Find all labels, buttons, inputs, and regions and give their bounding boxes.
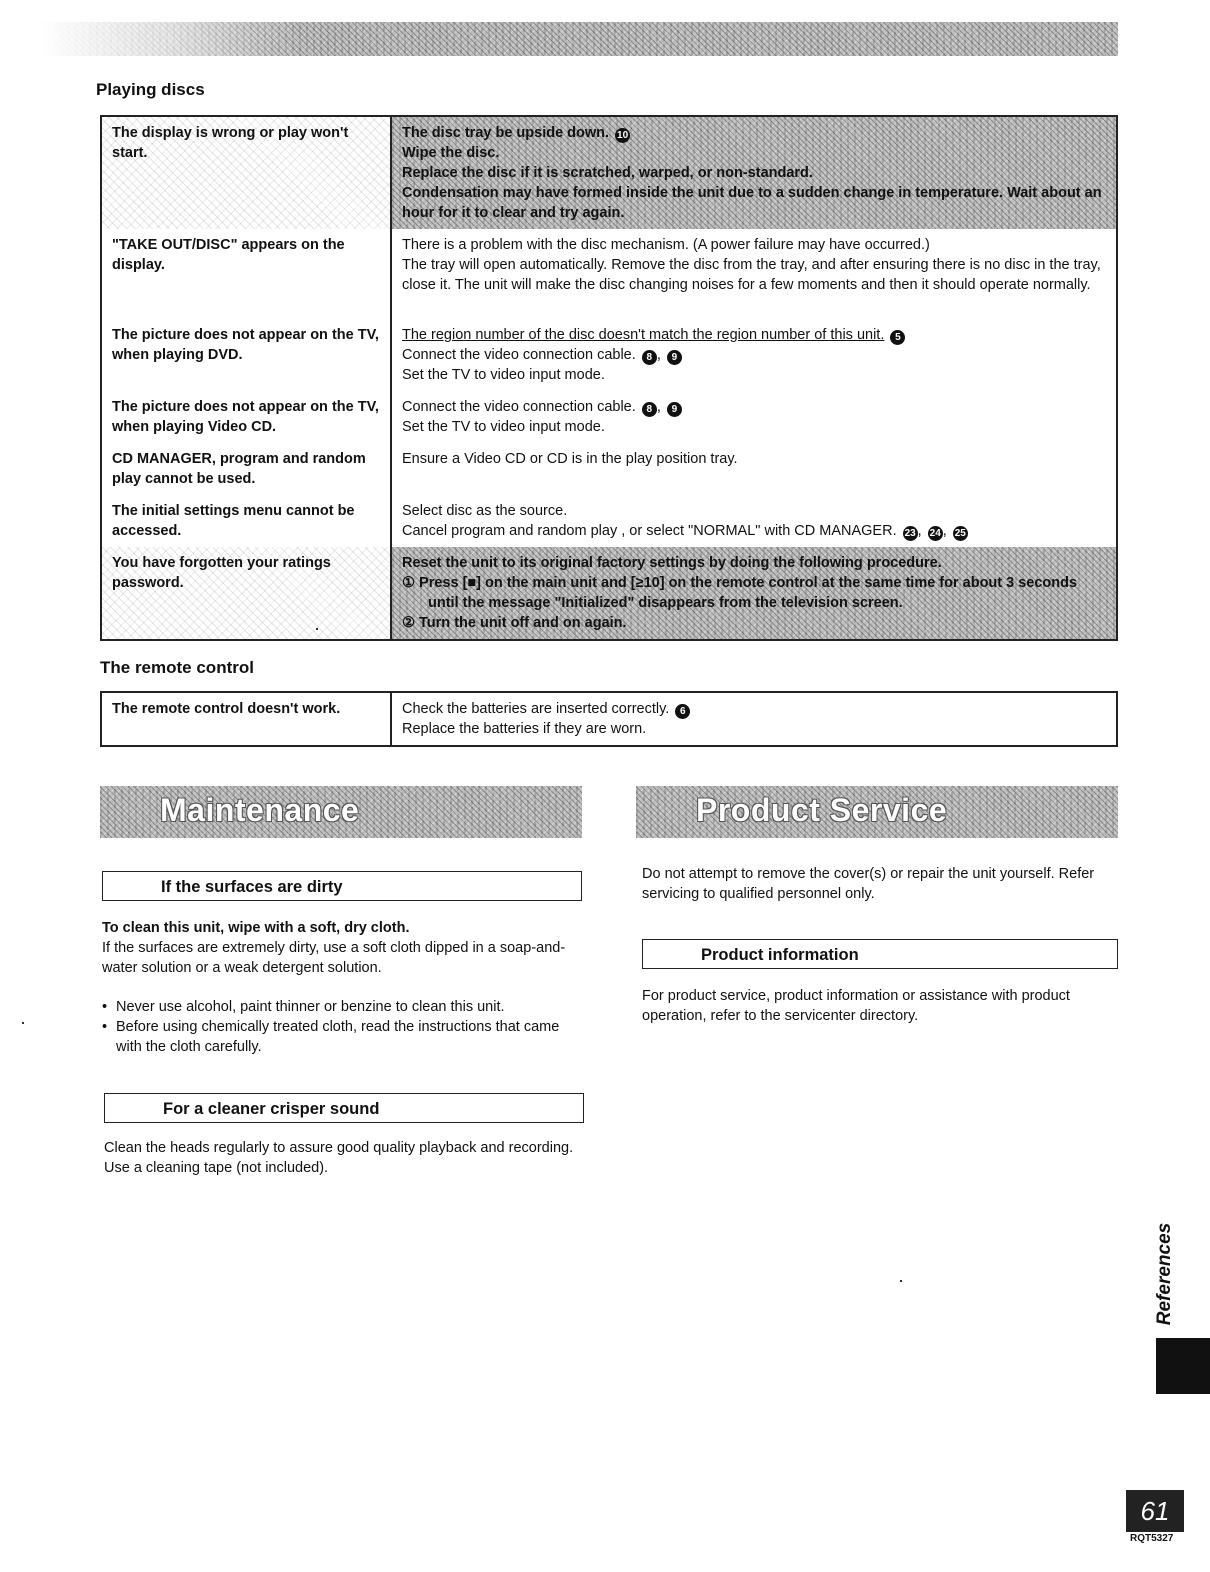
print-mark (900, 1280, 902, 1282)
answer-line: The tray will open automatically. Remove the disc from the tray, and after ensuring there is no disc in the tray, close it. The unit will make the disc changing noises for a few moments and then it should operate normally. (402, 257, 1101, 293)
problem-cell: "TAKE OUT/DISC" appears on the display. (101, 229, 391, 319)
page-ref-icon: 10 (617, 130, 629, 141)
answer-line: Connect the video connection cable. (402, 347, 636, 363)
table-row (101, 319, 1117, 391)
answer-line: Replace the batteries if they are worn. (402, 721, 647, 737)
page-ref-icon: 8 (642, 402, 657, 417)
page-ref-icon: 5 (890, 330, 905, 345)
product-information-text: For product service, product information or assistance with product operation, refer to the servicenter directory. (642, 988, 1070, 1024)
answer-cell: The region number of the disc doesn't match the region number of this unit. 5 Connect the video connection cable. 8 , 9 Set the TV to video input mode. (391, 319, 1117, 391)
answer-line: Select disc as the source. (402, 503, 568, 519)
crisper-sound-heading: For a cleaner crisper sound (104, 1093, 584, 1123)
sound-text: Clean the heads regularly to assure good quality playback and recording. (104, 1140, 574, 1156)
answer-line: Check the batteries are inserted correctly. (402, 701, 670, 717)
answer-line: Condensation may have formed inside the unit due to a sudden change in temperature. Wait about an hour for it to clear and try again. (402, 185, 1102, 221)
answer-line: Cancel program and random play , or select "NORMAL" with CD MANAGER. (402, 523, 897, 539)
page-ref-icon: 6 (675, 704, 690, 719)
playing-discs-table (100, 115, 1118, 641)
list-item: • Never use alcohol, paint thinner or benzine to clean this unit. (102, 997, 586, 1017)
answer-line: Reset the unit to its original factory settings by doing the following procedure. (402, 555, 942, 571)
section-side-label (1150, 1222, 1180, 1326)
sound-instructions (104, 1138, 586, 1178)
surfaces-dirty-heading: If the surfaces are dirty (102, 871, 582, 901)
page-ref-icon: 24 (929, 528, 941, 539)
section-tab-marker (1156, 1338, 1210, 1394)
answer-line: Wipe the disc. (402, 145, 500, 161)
table-row (101, 495, 1117, 547)
remote-control-table (100, 691, 1118, 747)
table-row (101, 229, 1117, 319)
answer-line: Ensure a Video CD or CD is in the play position tray. (402, 451, 738, 467)
answer-line: Set the TV to video input mode. (402, 419, 605, 435)
list-item: • Before using chemically treated cloth, read the instructions that came with the cloth carefully. (102, 1017, 586, 1057)
answer-line: Replace the disc if it is scratched, warped, or non-standard. (402, 165, 813, 181)
cleaning-instructions (102, 918, 586, 978)
side-label-text: References (1154, 1222, 1175, 1326)
service-intro: Do not attempt to remove the cover(s) or repair the unit yourself. Refer servicing to qualified personnel only. (642, 866, 1095, 902)
header-decorative-band (40, 22, 1118, 56)
product-service-title: Product Service (696, 792, 948, 828)
answer-line: The disc tray be upside down. (402, 125, 610, 141)
product-service-banner (636, 786, 1118, 838)
problem-cell: The remote control doesn't work. (101, 692, 391, 746)
maintenance-title: Maintenance (160, 792, 360, 828)
table-row (101, 443, 1117, 495)
problem-cell: The display is wrong or play won't start. (101, 116, 391, 229)
answer-line: until the message "Initialized" disappears from the television screen. (428, 595, 903, 611)
print-mark (316, 628, 318, 630)
problem-cell: CD MANAGER, program and random play cannot be used. (101, 443, 391, 495)
table-row (101, 547, 1117, 640)
page-ref-icon: 23 (904, 528, 916, 539)
page-ref-icon: 9 (667, 402, 682, 417)
playing-discs-heading: Playing discs (96, 80, 205, 99)
sound-text: Use a cleaning tape (not included). (104, 1160, 329, 1176)
answer-cell: Select disc as the source. Cancel program and random play , or select "NORMAL" with CD MANAGER. 23 , 24 , 25 (391, 495, 1117, 547)
answer-cell (391, 229, 1117, 319)
table-row (101, 391, 1117, 443)
problem-cell: The picture does not appear on the TV, when playing Video CD. (101, 391, 391, 443)
answer-line: ① Press [■] on the main unit and [≥10] on the remote control at the same time for about 3 seconds (402, 575, 1078, 591)
answer-cell (391, 443, 1117, 495)
page-number: 61 (1126, 1490, 1184, 1532)
answer-cell (391, 692, 1117, 746)
problem-cell: You have forgotten your ratings password. (101, 547, 391, 640)
cleaning-bullets (102, 997, 586, 1057)
clean-bold-text: To clean this unit, wipe with a soft, dry cloth. (102, 920, 410, 936)
problem-cell: The initial settings menu cannot be accessed. (101, 495, 391, 547)
answer-cell: Connect the video connection cable. 8 , 9 Set the TV to video input mode. (391, 391, 1117, 443)
print-mark (22, 1022, 24, 1024)
page-ref-icon: 9 (667, 350, 682, 365)
answer-line: Set the TV to video input mode. (402, 367, 605, 383)
answer-cell (391, 547, 1117, 640)
maintenance-banner (100, 786, 582, 838)
page-ref-icon: 25 (954, 528, 966, 539)
answer-line: The region number of the disc doesn't match the region number of this unit. (402, 327, 885, 343)
clean-text: If the surfaces are extremely dirty, use a soft cloth dipped in a soap-and-water solution or a weak detergent solution. (102, 940, 566, 976)
page-ref-icon: 8 (642, 350, 657, 365)
answer-line: There is a problem with the disc mechanism. (A power failure may have occurred.) (402, 237, 930, 253)
table-row (101, 692, 1117, 746)
remote-control-heading: The remote control (100, 658, 254, 677)
answer-cell (391, 116, 1117, 229)
answer-line: Connect the video connection cable. (402, 399, 636, 415)
document-code: RQT5327 (1130, 1533, 1174, 1544)
product-information-heading: Product information (642, 939, 1118, 969)
table-row (101, 116, 1117, 229)
problem-cell: The picture does not appear on the TV, when playing DVD. (101, 319, 391, 391)
answer-line: ② Turn the unit off and on again. (402, 615, 627, 631)
